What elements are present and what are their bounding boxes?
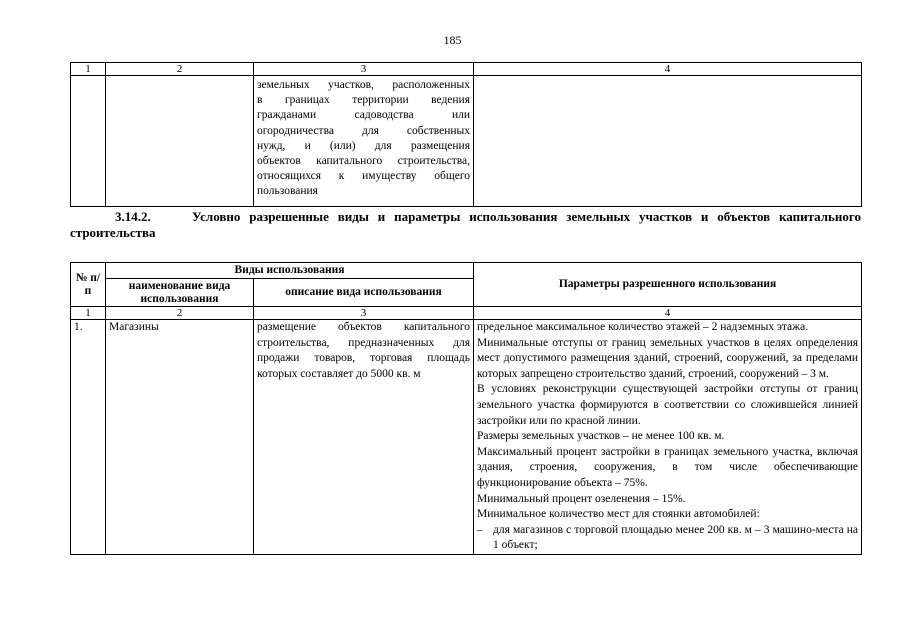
text-line: объектов капитального строительства, bbox=[257, 155, 470, 168]
param-paragraph: Максимальный процент застройки в границах земельного участка, включая здания, строения, сооружения, в том числе обеспечивающие функционирование объекта – 75%. bbox=[477, 445, 859, 489]
table-row bbox=[71, 76, 862, 207]
column-number-row bbox=[71, 63, 862, 76]
header-num: № п/п bbox=[71, 263, 106, 307]
text-line: нужд, и (или) для размещения bbox=[257, 139, 470, 152]
list-dash: – bbox=[477, 523, 483, 536]
header-params: Параметры разрешенного использования bbox=[474, 263, 862, 307]
column-number: 4 bbox=[474, 307, 862, 320]
column-number: 3 bbox=[254, 63, 474, 76]
continued-table bbox=[70, 62, 862, 207]
row-number: 1. bbox=[71, 320, 106, 555]
param-paragraph: Размеры земельных участков – не менее 100 кв. м. bbox=[477, 430, 725, 443]
column-number: 4 bbox=[474, 63, 862, 76]
text-line: относящихся к имуществу общего bbox=[257, 170, 470, 183]
table-cell bbox=[106, 76, 254, 207]
header-row bbox=[71, 263, 862, 279]
column-number-row bbox=[71, 307, 862, 320]
usage-name: Магазины bbox=[106, 320, 254, 555]
param-paragraph: предельное максимальное количество этажей – 2 надземных этажа. bbox=[477, 321, 809, 333]
text-line: пользования bbox=[257, 185, 318, 198]
param-paragraph: Минимальный процент озеленения – 15%. bbox=[477, 492, 686, 505]
text-line: земельных участков, расположенных bbox=[257, 79, 470, 91]
table-row bbox=[71, 320, 862, 555]
header-usage-desc: описание вида использования bbox=[254, 279, 474, 307]
table-cell bbox=[474, 76, 862, 207]
usage-table bbox=[70, 262, 862, 555]
column-number: 1 bbox=[71, 63, 106, 76]
section-number: 3.14.2. bbox=[115, 209, 151, 224]
column-number: 3 bbox=[254, 307, 474, 320]
header-usage-group: Виды использования bbox=[106, 263, 474, 279]
section-title: Условно разрешенные виды и параметры использования земельных участков и объектов капитального строительства bbox=[70, 209, 861, 240]
column-number: 1 bbox=[71, 307, 106, 320]
column-number: 2 bbox=[106, 63, 254, 76]
text-line: огородничества для собственных bbox=[257, 124, 470, 137]
text-line: гражданами садоводства или bbox=[257, 109, 470, 122]
page-number: 185 bbox=[443, 33, 462, 47]
param-list-item bbox=[477, 523, 858, 554]
list-item-text: для магазинов с торговой площадью менее 200 кв. м – 3 машино-места на 1 объект; bbox=[493, 523, 859, 552]
table-cell bbox=[71, 76, 106, 207]
usage-params bbox=[474, 320, 862, 555]
text-line: в границах территории ведения bbox=[257, 94, 470, 107]
usage-description: размещение объектов капитального строительства, предназначенных для продажи товаров, торговая площадь которых составляет до 5000 кв. м bbox=[254, 320, 474, 555]
column-number: 2 bbox=[106, 307, 254, 320]
param-paragraph: Минимальное количество мест для стоянки автомобилей: bbox=[477, 508, 760, 521]
param-paragraph: В условиях реконструкции существующей застройки отступы от границ земельного участка формируются в соответствии со сложившейся линией застройки или по красной линии. bbox=[477, 383, 859, 427]
continued-description bbox=[254, 76, 474, 207]
section-heading bbox=[70, 209, 861, 241]
header-usage-name: наименование вида использования bbox=[106, 279, 254, 307]
param-paragraph: Минимальные отступы от границ земельных участков в целях определения мест допустимого размещения зданий, строений, сооружений, за пределами которых запрещено строительство зданий, строений, сооружений – 3 м. bbox=[477, 336, 859, 380]
